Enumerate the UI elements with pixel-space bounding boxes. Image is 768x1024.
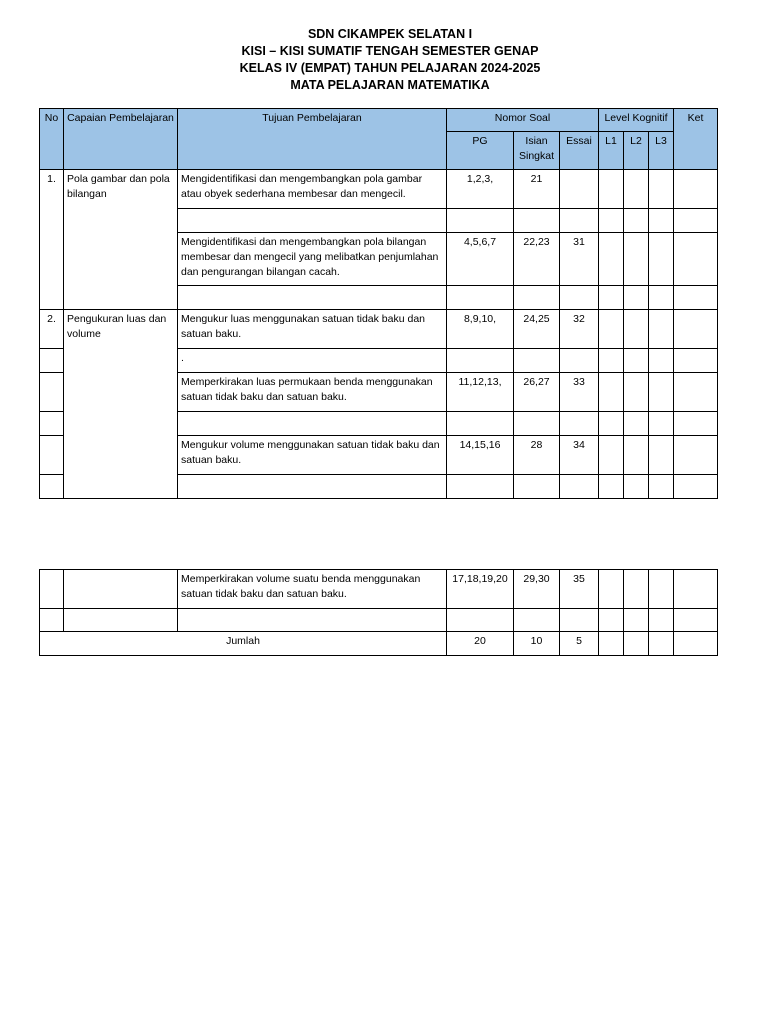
document-header (0, 26, 768, 94)
table-row (40, 170, 718, 209)
l2-cell (624, 570, 649, 609)
l3-cell (649, 170, 674, 209)
header-no: No (40, 109, 64, 170)
capaian-cell: Pengukuran luas dan volume (64, 310, 178, 499)
l1-cell (599, 170, 624, 209)
header-pg: PG (447, 132, 514, 170)
l1-cell (599, 310, 624, 349)
ket-cell (674, 570, 718, 609)
pg-cell: 17,18,19,20 (447, 570, 514, 609)
l2-cell (624, 310, 649, 349)
essai-cell: 34 (560, 436, 599, 475)
tujuan-cell: Memperkirakan luas permukaan benda menggunakan satuan tidak baku dan satuan baku. (178, 373, 447, 412)
table-row-empty (40, 609, 718, 632)
pg-cell: 1,2,3, (447, 170, 514, 209)
total-isian: 10 (514, 632, 560, 656)
l3-cell (649, 310, 674, 349)
header-isian-singkat: Isian Singkat (514, 132, 560, 170)
ket-cell (674, 170, 718, 209)
l2-cell (624, 170, 649, 209)
isian-cell: 21 (514, 170, 560, 209)
ket-cell (674, 310, 718, 349)
essai-cell: 35 (560, 570, 599, 609)
essai-cell (560, 170, 599, 209)
tujuan-cell: Mengukur volume menggunakan satuan tidak baku dan satuan baku. (178, 436, 447, 475)
header-ket: Ket (674, 109, 718, 170)
ket-cell (674, 233, 718, 286)
l3-cell (649, 233, 674, 286)
header-l3: L3 (649, 132, 674, 170)
tujuan-cell: Mengidentifikasi dan mengembangkan pola gambar atau obyek sederhana membesar dan mengecil. (178, 170, 447, 209)
header-l2: L2 (624, 132, 649, 170)
filler-dot: . (178, 349, 447, 373)
total-row (40, 632, 718, 656)
isian-cell: 28 (514, 436, 560, 475)
header-essai: Essai (560, 132, 599, 170)
total-pg: 20 (447, 632, 514, 656)
isian-cell: 26,27 (514, 373, 560, 412)
ket-cell (674, 436, 718, 475)
ket-cell (674, 373, 718, 412)
header-l1: L1 (599, 132, 624, 170)
l1-cell (599, 436, 624, 475)
l2-cell (624, 373, 649, 412)
header-level-kognitif: Level Kognitif (599, 109, 674, 132)
table-row (40, 310, 718, 349)
table-row (40, 570, 718, 609)
pg-cell: 4,5,6,7 (447, 233, 514, 286)
row-number: 2. (40, 310, 64, 349)
header-tujuan: Tujuan Pembelajaran (178, 109, 447, 170)
kisi-table (39, 108, 718, 499)
document-title: KISI – KISI SUMATIF TENGAH SEMESTER GENAP (241, 44, 539, 58)
pg-cell: 14,15,16 (447, 436, 514, 475)
tujuan-cell: Memperkirakan volume suatu benda menggunakan satuan tidak baku dan satuan baku. (178, 570, 447, 609)
l3-cell (649, 373, 674, 412)
total-essai: 5 (560, 632, 599, 656)
row-number: 1. (40, 170, 64, 310)
tujuan-cell: Mengidentifikasi dan mengembangkan pola bilangan membesar dan mengecil yang melibatkan penjumlahan dan pengurangan bilangan cacah. (178, 233, 447, 286)
l2-cell (624, 233, 649, 286)
l1-cell (599, 373, 624, 412)
essai-cell: 33 (560, 373, 599, 412)
tujuan-cell: Mengukur luas menggunakan satuan tidak baku dan satuan baku. (178, 310, 447, 349)
subject-name: MATA PELAJARAN MATEMATIKA (290, 78, 490, 92)
header-capaian: Capaian Pembelajaran (64, 109, 178, 170)
isian-cell: 24,25 (514, 310, 560, 349)
kisi-table-continued (39, 569, 718, 656)
l1-cell (599, 570, 624, 609)
capaian-cell: Pola gambar dan pola bilangan (64, 170, 178, 310)
class-year: KELAS IV (EMPAT) TAHUN PELAJARAN 2024-2025 (239, 61, 541, 75)
l3-cell (649, 436, 674, 475)
essai-cell: 31 (560, 233, 599, 286)
total-label: Jumlah (40, 632, 447, 656)
school-name: SDN CIKAMPEK SELATAN I (307, 27, 473, 41)
l2-cell (624, 436, 649, 475)
l1-cell (599, 233, 624, 286)
header-nomor-soal: Nomor Soal (447, 109, 599, 132)
isian-cell: 29,30 (514, 570, 560, 609)
l3-cell (649, 570, 674, 609)
pg-cell: 8,9,10, (447, 310, 514, 349)
essai-cell: 32 (560, 310, 599, 349)
pg-cell: 11,12,13, (447, 373, 514, 412)
isian-cell: 22,23 (514, 233, 560, 286)
